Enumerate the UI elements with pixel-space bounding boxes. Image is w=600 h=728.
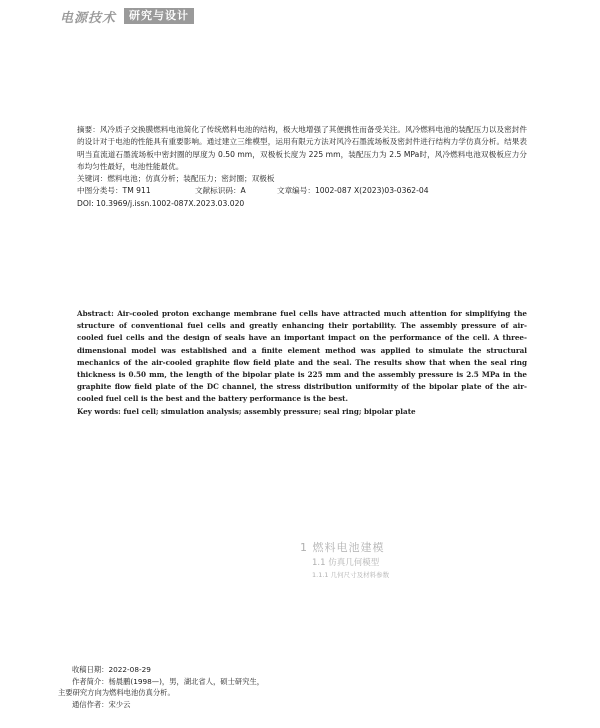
english-abstract-block — [77, 308, 527, 418]
corresponding-author: 通信作者：宋少云 — [72, 699, 131, 709]
received-date: 收稿日期：2022-08-29 — [72, 665, 151, 674]
clc-number: 中图分类号：TM 911 — [77, 186, 151, 196]
section-tag: 研究与设计 — [124, 8, 194, 24]
chinese-keywords: 关键词：燃料电池；仿真分析；装配压力；密封圈；双极板 — [77, 174, 275, 184]
author-research: 主要研究方向为燃料电池仿真分析。 — [58, 688, 175, 698]
chinese-abstract: 摘要：风冷质子交换膜燃料电池简化了传统燃料电池的结构，极大地增强了其便携性而备受关注。风冷燃料电池的装配压力以及密封件的设计对于电池的性能具有重要影响。通过建立三维模型，运用有限元方法对风冷石墨流场板及密封件进行结构力学仿真分析。结果表明当直流道石墨流场板中密封圈的厚度为 0.50 mm，双极板长度为 225 mm，装配压力为 2.5 MPa时，风冷燃料电池双极板应力分布均匀性最好，电池性能最优。 — [77, 125, 527, 171]
section-outline — [300, 540, 389, 581]
document-code: 文献标识码：A — [195, 186, 246, 196]
page-header — [60, 8, 194, 24]
article-number: 文章编号：1002-087 X(2023)03-0362-04 — [277, 186, 429, 196]
doi: DOI: 10.3969/j.issn.1002-087X.2023.03.020 — [77, 198, 245, 208]
footnote — [58, 664, 358, 710]
classification-line — [77, 185, 527, 197]
chinese-abstract-block — [77, 124, 527, 210]
journal-name: 电源技术 — [60, 10, 117, 26]
english-keywords: Key words: fuel cell; simulation analysis; assembly pressure; seal ring; bipolar plate — [77, 406, 416, 416]
section-heading-1-1: 1.1 仿真几何模型 — [312, 558, 380, 568]
section-heading-1-1-1: 1.1.1 几何尺寸及材料参数 — [312, 571, 390, 579]
section-heading-1: 1 燃料电池建模 — [300, 541, 385, 554]
english-abstract: Abstract: Air-cooled proton exchange membrane fuel cells have attracted much attention for simplifying the structure of conventional fuel cells and greatly enhancing their portability. The assembly pressure of air-cooled fuel cells and the design of seals have an important impact on the performance of the cell. A three-dimensional model was established and a finite element method was applied to simulate the structural mechanics of the air-cooled graphite flow field plate and the seal. The results show that when the seal ring thickness is 0.50 mm, the length of the bipolar plate is 225 mm and the assembly pressure is 2.5 MPa in the graphite flow field plate of the DC channel, the stress distribution uniformity of the bipolar plate of the air-cooled fuel cell is the best and the battery performance is the best. — [77, 309, 527, 404]
author-info: 作者简介：杨晨鹏(1998—)，男，湖北省人，硕士研究生， — [72, 676, 265, 686]
